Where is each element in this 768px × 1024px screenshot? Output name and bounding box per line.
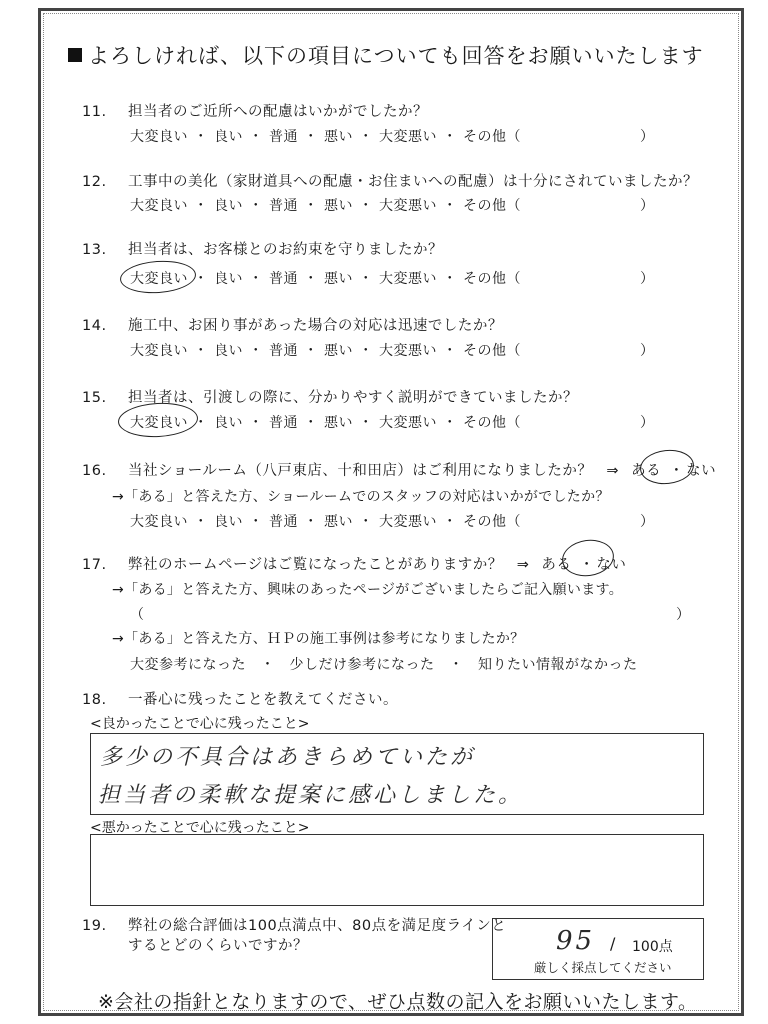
score-max: 100点 (632, 939, 673, 955)
choice-separator: ・ (248, 415, 264, 431)
choice-very-bad[interactable]: 大変悪い (379, 198, 437, 214)
choice-very-good[interactable]: 大変良い (130, 271, 188, 287)
question-15-choices (130, 412, 521, 432)
choice-bad[interactable]: 悪い (324, 415, 353, 431)
free-answer-paren-close: ） (676, 607, 690, 623)
handwritten-answer-line: 担当者の柔軟な提案に感心しました。 (98, 783, 524, 808)
choice-average[interactable]: 普通 (269, 514, 298, 530)
choice-separator: ・ (193, 343, 209, 359)
other-paren-close: ） (640, 514, 654, 530)
choice-average[interactable]: 普通 (269, 271, 298, 287)
choice-good[interactable]: 良い (214, 415, 243, 431)
choice-separator: ・ (193, 514, 209, 530)
choice-separator: ・ (358, 514, 374, 530)
question-text: 弊社のホームページはご覧になったことがありますか？ (128, 557, 503, 573)
handwritten-score: 95 (556, 926, 596, 956)
arrow-icon: ⇒ (606, 463, 620, 479)
question-number: 12. (82, 174, 107, 190)
question-19 (82, 914, 506, 935)
choice-good[interactable]: 良い (214, 343, 243, 359)
choice-separator: ・ (358, 271, 374, 287)
answer-no[interactable]: ない (596, 557, 627, 573)
answer-separator: ・ (579, 557, 595, 573)
choice-separator: ・ (442, 129, 458, 145)
choice-separator: ・ (442, 198, 458, 214)
choice-bad[interactable]: 悪い (324, 514, 353, 530)
choice-average[interactable]: 普通 (269, 198, 298, 214)
question-13-choices (130, 268, 521, 288)
question-text: 担当者のご近所への配慮はいかがでしたか？ (128, 104, 428, 120)
other-paren-close: ） (640, 198, 654, 214)
question-text-continued: するとどのくらいですか？ (128, 938, 308, 954)
choice-very-bad[interactable]: 大変悪い (379, 271, 437, 287)
question-12 (82, 170, 698, 191)
question-16-followup: →「ある」と答えた方、ショールームでのスタッフの対応はいかがでしたか？ (112, 489, 610, 505)
choice-average[interactable]: 普通 (269, 415, 298, 431)
question-17-followup-pages: →「ある」と答えた方、興味のあったページがございましたらご記入願います。 (112, 582, 623, 598)
choice-very-bad[interactable]: 大変悪い (379, 415, 437, 431)
question-16 (82, 459, 716, 480)
choice-separator: ・ (193, 415, 209, 431)
choice-very-good[interactable]: 大変良い (130, 343, 188, 359)
question-number: 19. (82, 918, 107, 934)
question-number: 17. (82, 557, 107, 573)
question-16-choices (130, 511, 521, 531)
other-paren-close: ） (640, 415, 654, 431)
choice-very-bad[interactable]: 大変悪い (379, 514, 437, 530)
choice-good[interactable]: 良い (214, 514, 243, 530)
question-text: 一番心に残ったことを教えてください。 (128, 692, 398, 708)
question-text: 施工中、お困り事があった場合の対応は迅速でしたか？ (128, 318, 503, 334)
question-text: 当社ショールーム（八戸東店、十和田店）はご利用になりましたか？ (128, 463, 593, 479)
score-slash: / (610, 934, 616, 953)
choice-separator: ・ (358, 343, 374, 359)
choice-separator: ・ (303, 343, 319, 359)
other-paren-close: ） (640, 343, 654, 359)
choice-separator: ・ (358, 129, 374, 145)
choice-other[interactable]: その他（ (463, 129, 521, 145)
choice-very-good[interactable]: 大変良い (130, 198, 188, 214)
choice-bad[interactable]: 悪い (324, 343, 353, 359)
choice-bad[interactable]: 悪い (324, 271, 353, 287)
choice-very-bad[interactable]: 大変悪い (379, 129, 437, 145)
choice-separator: ・ (442, 415, 458, 431)
choice-separator: ・ (193, 198, 209, 214)
choice-good[interactable]: 良い (214, 129, 243, 145)
handwritten-answer-line: 多少の不具合はあきらめていたが (100, 745, 476, 770)
other-paren-close: ） (640, 271, 654, 287)
choice-very-good[interactable]: 大変良い (130, 129, 188, 145)
choice-separator: ・ (358, 415, 374, 431)
question-number: 16. (82, 463, 107, 479)
answer-yes[interactable]: ある (631, 463, 662, 479)
choice-other[interactable]: その他（ (463, 198, 521, 214)
choice-separator: ・ (193, 271, 209, 287)
bad-memory-answer-box[interactable] (90, 834, 704, 906)
question-text: 弊社の総合評価は100点満点中、80点を満足度ラインと (128, 918, 507, 934)
choice-separator: ・ (303, 514, 319, 530)
choice-other[interactable]: その他（ (463, 343, 521, 359)
choice-separator: ・ (303, 271, 319, 287)
free-answer-paren-open: （ (130, 607, 144, 623)
answer-yes[interactable]: ある (541, 557, 572, 573)
other-paren-close: ） (640, 129, 654, 145)
question-17-followup-examples: →「ある」と答えた方、ＨＰの施工事例は参考になりましたか？ (112, 631, 525, 647)
choice-separator: ・ (442, 343, 458, 359)
score-note: 厳しく採点してください (534, 960, 672, 975)
choice-other[interactable]: その他（ (463, 514, 521, 530)
choice-separator: ・ (442, 514, 458, 530)
question-number: 14. (82, 318, 107, 334)
choice-separator: ・ (248, 198, 264, 214)
choice-separator: ・ (248, 343, 264, 359)
question-text: 工事中の美化（家財道具への配慮・お住まいへの配慮）は十分にされていましたか？ (128, 174, 698, 190)
question-17-options[interactable]: 大変参考になった ・ 少しだけ参考になった ・ 知りたい情報がなかった (130, 657, 638, 673)
question-14 (82, 314, 503, 335)
question-number: 13. (82, 242, 107, 258)
choice-bad[interactable]: 悪い (324, 198, 353, 214)
footer-note: ※会社の指針となりますので、ぜひ点数の記入をお願いいたします。 (98, 991, 698, 1013)
choice-separator: ・ (303, 129, 319, 145)
choice-average[interactable]: 普通 (269, 129, 298, 145)
question-11 (82, 100, 428, 121)
answer-separator: ・ (669, 463, 685, 479)
question-number: 11. (82, 104, 107, 120)
question-11-choices (130, 126, 521, 146)
choice-bad[interactable]: 悪い (324, 129, 353, 145)
choice-average[interactable]: 普通 (269, 343, 298, 359)
question-text: 担当者は、引渡しの際に、分かりやすく説明ができていましたか？ (128, 390, 578, 406)
choice-good[interactable]: 良い (214, 198, 243, 214)
black-square-icon (68, 48, 82, 62)
question-number: 18. (82, 692, 107, 708)
choice-very-good[interactable]: 大変良い (130, 415, 188, 431)
survey-title-text: よろしければ、以下の項目についても回答をお願いいたします (88, 44, 704, 68)
good-memory-label: <良かったことで心に残ったこと> (90, 716, 310, 732)
answer-no[interactable]: ない (686, 463, 717, 479)
choice-very-good[interactable]: 大変良い (130, 514, 188, 530)
choice-other[interactable]: その他（ (463, 271, 521, 287)
choice-separator: ・ (248, 514, 264, 530)
question-15 (82, 386, 578, 407)
question-13 (82, 238, 443, 259)
choice-separator: ・ (303, 198, 319, 214)
choice-separator: ・ (248, 129, 264, 145)
choice-separator: ・ (193, 129, 209, 145)
choice-separator: ・ (442, 271, 458, 287)
choice-other[interactable]: その他（ (463, 415, 521, 431)
question-14-choices (130, 340, 521, 360)
question-text: 担当者は、お客様とのお約束を守りましたか？ (128, 242, 443, 258)
choice-good[interactable]: 良い (214, 271, 243, 287)
question-12-choices (130, 195, 521, 215)
arrow-icon: ⇒ (516, 557, 530, 573)
choice-separator: ・ (303, 415, 319, 431)
choice-separator: ・ (358, 198, 374, 214)
choice-very-bad[interactable]: 大変悪い (379, 343, 437, 359)
question-18 (82, 688, 398, 709)
survey-title (68, 40, 704, 70)
choice-separator: ・ (248, 271, 264, 287)
bad-memory-label: <悪かったことで心に残ったこと> (90, 820, 310, 836)
question-17 (82, 553, 626, 574)
question-number: 15. (82, 390, 107, 406)
